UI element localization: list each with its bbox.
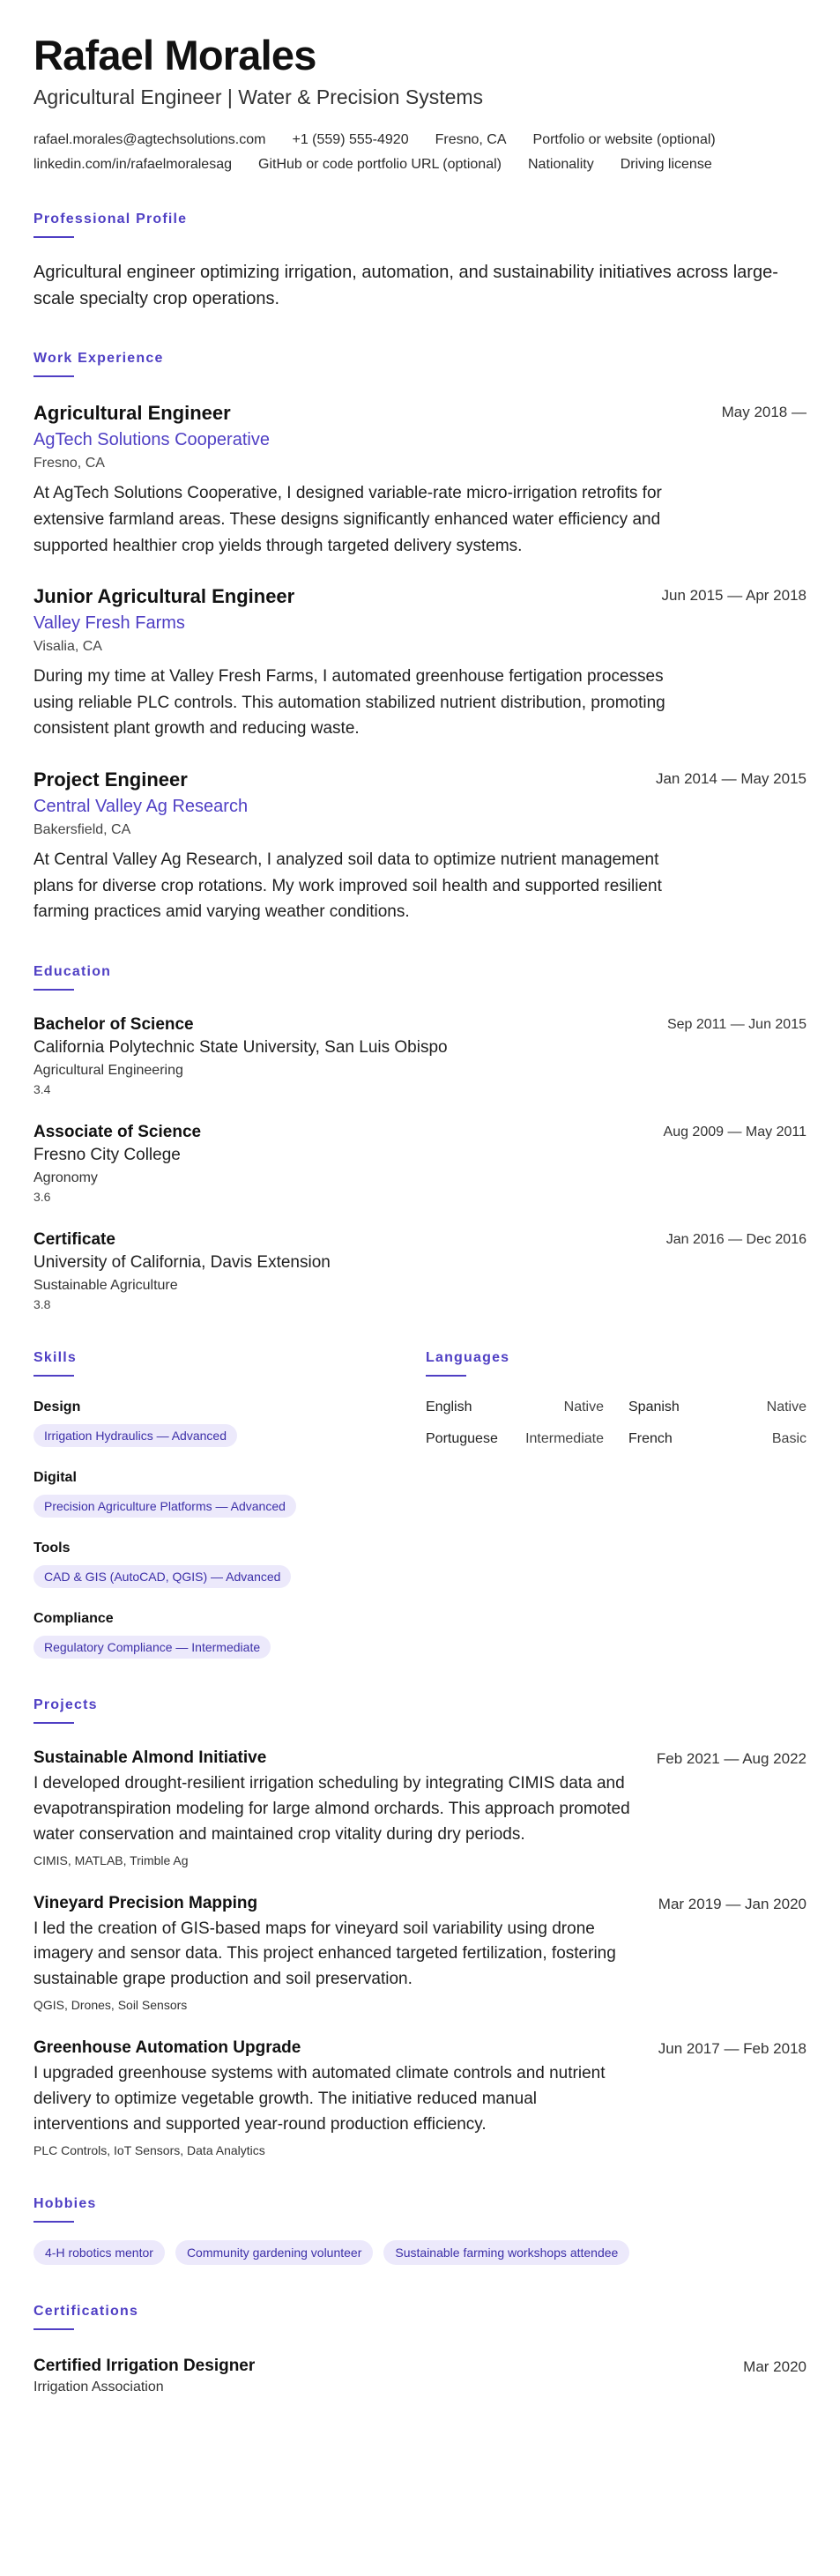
experience-entry [33, 585, 807, 742]
gpa: 3.8 [33, 1296, 51, 1311]
project-title: Sustainable Almond Initiative [33, 1748, 267, 1767]
certifications-section [33, 2304, 807, 2395]
contact-info [33, 132, 807, 173]
section-title: Hobbies [33, 2195, 97, 2211]
project-entry [33, 1894, 807, 2013]
language-level: Native [766, 1399, 807, 1414]
education-entry [33, 1015, 807, 1096]
section-title: Education [33, 963, 112, 979]
section-title: Professional Profile [33, 212, 188, 227]
project-entry [33, 1748, 807, 1867]
education-dates: Aug 2009 — May 2011 [663, 1124, 807, 1140]
education-entry [33, 1230, 807, 1311]
project-title: Vineyard Precision Mapping [33, 1893, 258, 1912]
skill-category: Compliance [33, 1610, 114, 1626]
skills-languages-row [33, 1350, 807, 1659]
job-description: During my time at Valley Fresh Farms, I automated greenhouse fertigation processes using reliable PLC controls. This automation stabilized nutrient distribution, promoting consistent plant growth and reducing waste. [33, 667, 665, 739]
language-name: Spanish [628, 1399, 680, 1414]
language-item [628, 1431, 807, 1447]
language-item [628, 1399, 807, 1415]
job-location: Visalia, CA [33, 639, 102, 655]
education-section [33, 964, 807, 1311]
languages-list [426, 1399, 807, 1447]
project-dates: Feb 2021 — Aug 2022 [656, 1749, 807, 1767]
skill-group [33, 1399, 426, 1447]
section-divider [33, 1722, 74, 1724]
contact-portfolio[interactable]: Portfolio or website (optional) [532, 132, 716, 148]
project-technologies: CIMIS, MATLAB, Trimble Ag [33, 1852, 189, 1867]
project-dates: Jun 2017 — Feb 2018 [658, 2040, 807, 2058]
field-of-study: Agricultural Engineering [33, 1062, 183, 1078]
language-name: Portuguese [426, 1430, 498, 1446]
hobbies-list [33, 2240, 807, 2265]
experience-entry [33, 768, 807, 925]
contact-github[interactable]: GitHub or code portfolio URL (optional) [258, 157, 502, 173]
section-title: Certifications [33, 2303, 139, 2319]
education-entry [33, 1123, 807, 1204]
skill-pill: Regulatory Compliance — Intermediate [33, 1636, 271, 1659]
skill-group [33, 1611, 426, 1659]
projects-section [33, 1697, 807, 2157]
skill-pill: Irrigation Hydraulics — Advanced [33, 1424, 237, 1447]
section-divider [33, 375, 74, 377]
certification-name: Certified Irrigation Designer [33, 2356, 256, 2375]
experience-dates: Jan 2014 — May 2015 [655, 770, 807, 788]
skill-category: Design [33, 1399, 81, 1414]
section-title: Skills [33, 1349, 78, 1365]
job-description: At Central Valley Ag Research, I analyzed soil data to optimize nutrient management plans for diverse crop rotations. My work improved soil health and supported resilient farming practices amid varying weather conditions. [33, 850, 662, 922]
candidate-name: Rafael Morales [33, 32, 316, 78]
section-divider [33, 1375, 74, 1377]
languages-section [426, 1350, 807, 1659]
skill-group [33, 1470, 426, 1518]
contact-driving-license: Driving license [620, 157, 712, 173]
hobby-pill: Community gardening volunteer [175, 2240, 373, 2265]
company-name: Valley Fresh Farms [33, 613, 185, 634]
profile-summary: Agricultural engineer optimizing irrigation, automation, and sustainability initiatives across large-scale specialty crop operations. [33, 263, 778, 309]
language-name: French [628, 1430, 673, 1446]
skill-pill: CAD & GIS (AutoCAD, QGIS) — Advanced [33, 1565, 291, 1588]
project-description: I developed drought-resilient irrigation scheduling by integrating CIMIS data and evapotranspiration modeling for large almond orchards. This approach promoted water conservation and maintained crop vitality during dry periods. [33, 1773, 630, 1844]
project-technologies: QGIS, Drones, Soil Sensors [33, 1998, 188, 2013]
certification-date: Mar 2020 [743, 2357, 807, 2375]
resume-header [33, 33, 807, 173]
gpa: 3.4 [33, 1081, 51, 1096]
section-divider [33, 2221, 74, 2223]
job-location: Bakersfield, CA [33, 822, 131, 838]
contact-email[interactable]: rafael.morales@agtechsolutions.com [33, 132, 266, 148]
skill-group [33, 1540, 426, 1588]
project-title: Greenhouse Automation Upgrade [33, 2038, 301, 2058]
hobbies-section [33, 2196, 807, 2265]
gpa: 3.6 [33, 1189, 51, 1204]
hobby-pill: Sustainable farming workshops attendee [383, 2240, 629, 2265]
language-level: Basic [771, 1430, 807, 1446]
school-name: Fresno City College [33, 1145, 181, 1164]
project-technologies: PLC Controls, IoT Sensors, Data Analytics [33, 2142, 265, 2157]
contact-nationality: Nationality [527, 157, 594, 173]
language-item [426, 1399, 604, 1415]
education-dates: Sep 2011 — Jun 2015 [666, 1016, 807, 1032]
job-title: Junior Agricultural Engineer [33, 585, 295, 608]
degree: Bachelor of Science [33, 1014, 194, 1034]
experience-dates: May 2018 — [721, 404, 807, 421]
language-level: Intermediate [525, 1430, 604, 1446]
degree: Associate of Science [33, 1122, 202, 1141]
section-title: Work Experience [33, 351, 164, 367]
education-dates: Jan 2016 — Dec 2016 [665, 1231, 807, 1247]
project-description: I led the creation of GIS-based maps for vineyard soil variability using drone imagery and sensor data. This project enhanced targeted fertilization, fostering sustainable grape production and soil preservation. [33, 1919, 616, 1989]
candidate-headline: Agricultural Engineer | Water & Precision Systems [33, 85, 484, 109]
skills-section [33, 1350, 426, 1659]
project-entry [33, 2038, 807, 2157]
job-description: At AgTech Solutions Cooperative, I designed variable-rate micro-irrigation retrofits for extensive farmland areas. These designs significantly enhanced water efficiency and supported healthier crop yields through targeted delivery systems. [33, 484, 662, 555]
section-divider [33, 236, 74, 238]
section-divider [33, 2328, 74, 2330]
section-title: Languages [426, 1349, 510, 1365]
project-dates: Mar 2019 — Jan 2020 [658, 1895, 807, 1912]
skill-pill: Precision Agriculture Platforms — Advanced [33, 1495, 296, 1518]
job-title: Project Engineer [33, 768, 188, 791]
experience-section [33, 351, 807, 925]
company-name: Central Valley Ag Research [33, 797, 249, 817]
degree: Certificate [33, 1229, 115, 1249]
language-level: Native [563, 1399, 604, 1414]
certification-entry [33, 2357, 807, 2395]
project-description: I upgraded greenhouse systems with automated climate controls and nutrient delivery to optimize vegetable growth. The initiative reduced manual interventions and supported year-round production efficiency. [33, 2064, 606, 2134]
certification-issuer: Irrigation Association [33, 2379, 164, 2394]
hobby-pill: 4-H robotics mentor [33, 2240, 165, 2265]
profile-section [33, 212, 807, 312]
school-name: University of California, Davis Extension [33, 1252, 331, 1272]
contact-linkedin[interactable]: linkedin.com/in/rafaelmoralesag [33, 157, 232, 173]
section-divider [33, 989, 74, 991]
experience-dates: Jun 2015 — Apr 2018 [661, 587, 807, 605]
language-item [426, 1431, 604, 1447]
job-location: Fresno, CA [33, 456, 105, 471]
skill-category: Tools [33, 1540, 71, 1555]
company-name: AgTech Solutions Cooperative [33, 430, 270, 450]
contact-phone[interactable]: +1 (559) 555-4920 [292, 132, 409, 148]
school-name: California Polytechnic State University, San Luis Obispo [33, 1037, 448, 1057]
section-title: Projects [33, 1696, 98, 1712]
section-divider [426, 1375, 466, 1377]
experience-entry [33, 402, 807, 559]
job-title: Agricultural Engineer [33, 402, 231, 425]
language-name: English [426, 1399, 472, 1414]
field-of-study: Agronomy [33, 1169, 98, 1185]
skill-category: Digital [33, 1469, 77, 1485]
contact-location: Fresno, CA [435, 132, 507, 148]
field-of-study: Sustainable Agriculture [33, 1277, 178, 1293]
